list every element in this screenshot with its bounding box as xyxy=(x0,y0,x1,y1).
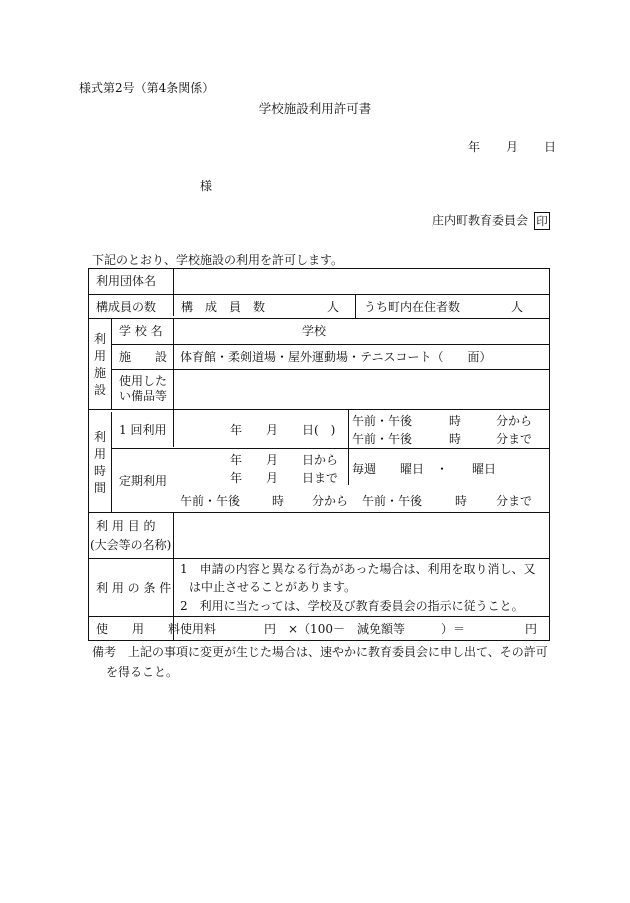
regular-from-date: 年 月 日から xyxy=(230,453,339,467)
vertical-char: 設 xyxy=(94,383,107,397)
col-divider xyxy=(173,268,174,316)
row-line xyxy=(111,448,550,449)
residents-label: うち町内在住者数 xyxy=(364,300,461,314)
condition-2: 2 利用に当たっては、学校及び教育委員会の指示に従うこと。 xyxy=(180,599,524,613)
purpose-sublabel: (大会等の名称) xyxy=(90,538,172,552)
row-line xyxy=(88,616,550,617)
single-start-min: 分から xyxy=(496,414,533,428)
table-border-top xyxy=(88,268,550,269)
row-line xyxy=(88,512,550,513)
regular-start-hour: 時 xyxy=(272,494,285,508)
issuer xyxy=(432,212,550,230)
members-count-label: 構 成 員 数 xyxy=(181,300,266,314)
single-start-ampm: 午前・午後 xyxy=(352,414,413,428)
regular-end-min: 分まで xyxy=(496,494,533,508)
school-suffix: 学校 xyxy=(302,324,327,338)
vertical-char: 時 xyxy=(94,464,107,478)
regular-start-min: 分から xyxy=(312,494,349,508)
single-use-date: 年 月 日( ) xyxy=(230,423,336,437)
remarks-line-2: を得ること。 xyxy=(106,665,179,679)
row-line xyxy=(111,369,550,370)
regular-start-ampm: 午前・午後 xyxy=(180,494,241,508)
row-line xyxy=(88,558,550,559)
single-end-hour: 時 xyxy=(449,432,462,446)
row-line xyxy=(88,318,550,319)
col-divider xyxy=(173,512,174,640)
purpose-label: 利 用 目 的 xyxy=(96,519,156,533)
table-border-bottom xyxy=(88,640,550,641)
residents-unit: 人 xyxy=(511,300,524,314)
regular-end-ampm: 午前・午後 xyxy=(362,494,423,508)
vertical-char: 利 xyxy=(94,430,107,444)
single-use-label: 1 回利用 xyxy=(119,423,167,437)
members-unit: 人 xyxy=(327,300,340,314)
single-start-hour: 時 xyxy=(449,414,462,428)
col-divider xyxy=(173,408,174,447)
equipment-label-line: 使用した xyxy=(119,374,168,388)
issue-date xyxy=(468,140,556,154)
single-end-ampm: 午前・午後 xyxy=(352,432,413,446)
regular-to-date: 年 月 日まで xyxy=(230,471,339,485)
usage-time-label xyxy=(94,429,106,497)
addressee: 様 xyxy=(200,179,213,193)
form-number: 様式第2号（第4条関係） xyxy=(79,81,215,95)
facility-label: 施 設 xyxy=(119,350,168,364)
row-line xyxy=(88,294,550,295)
school-name-label: 学 校 名 xyxy=(119,324,163,338)
vertical-char: 間 xyxy=(94,481,107,495)
group-divider xyxy=(111,318,112,409)
date-month: 月 xyxy=(506,140,519,154)
group-divider xyxy=(111,412,112,512)
vertical-char: 施 xyxy=(94,366,107,380)
facility-options: 体育館・柔剣道場・屋外運動場・テニスコート（ 面） xyxy=(180,350,492,364)
fee-label: 使 用 料 xyxy=(96,622,181,636)
document-title: 学校施設利用許可書 xyxy=(258,101,372,116)
weekly-days: 毎週 曜日 ・ 曜日 xyxy=(352,462,497,476)
time-divider xyxy=(348,409,349,448)
vertical-char: 用 xyxy=(94,349,107,363)
vertical-char: 利 xyxy=(94,332,107,346)
usage-facility-label xyxy=(94,331,106,399)
table-border-left xyxy=(88,268,89,641)
row-line xyxy=(88,409,550,410)
regular-end-hour: 時 xyxy=(455,494,468,508)
remarks-line-1: 備考 上記の事項に変更が生じた場合は、速やかに教育委員会に申し出て、その許可 xyxy=(92,645,548,659)
condition-1: 1 申請の内容と異なる行為があった場合は、利用を取り消し、又 xyxy=(180,562,536,576)
conditions-label: 利 用 の 条 件 xyxy=(96,581,172,595)
date-year: 年 xyxy=(468,140,481,154)
time-divider xyxy=(348,448,349,485)
fee-formula: 使用料 円 ×（100－ 減免額等 ）＝ 円 xyxy=(180,622,537,636)
equipment-label xyxy=(119,374,167,404)
regular-use-label: 定期利用 xyxy=(119,474,168,488)
org-name-label: 利用団体名 xyxy=(96,274,157,288)
members-label: 構成員の数 xyxy=(96,300,157,314)
seal-mark: 印 xyxy=(534,212,550,230)
single-end-min: 分まで xyxy=(496,432,533,446)
row-line xyxy=(111,344,550,345)
col-divider xyxy=(173,318,174,409)
date-day: 日 xyxy=(544,140,557,154)
issuer-name: 庄内町教育委員会 xyxy=(432,213,529,228)
residents-divider xyxy=(355,294,356,318)
table-border-right xyxy=(549,268,550,641)
intro-text: 下記のとおり、学校施設の利用を許可します。 xyxy=(92,253,344,267)
condition-1-cont: は中止させることがあります。 xyxy=(189,580,357,594)
vertical-char: 用 xyxy=(94,447,107,461)
equipment-label-line: い備品等 xyxy=(119,389,168,403)
